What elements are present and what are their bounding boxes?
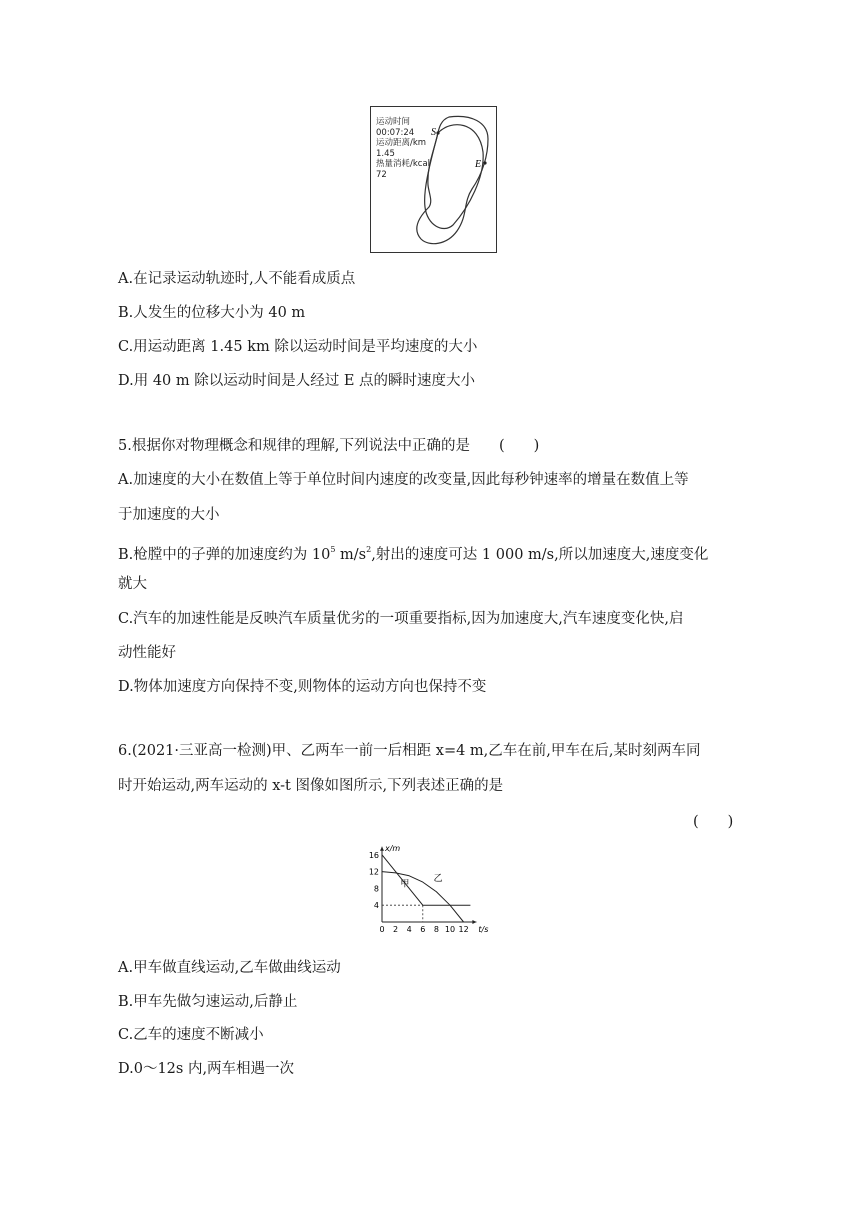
x-axis-label: t/s — [478, 925, 489, 934]
x-tick-label: 0 — [379, 925, 385, 934]
q4-option-b: B.人发生的位移大小为 40 m — [118, 305, 306, 321]
q6-answer-paren: ( ) — [693, 814, 734, 830]
time-label: 运动时间 — [376, 117, 411, 127]
q6-option-b: B.甲车先做匀速运动,后静止 — [118, 994, 298, 1010]
x-tick-label: 6 — [420, 925, 426, 934]
x-tick-label: 10 — [444, 925, 456, 934]
q5-option-a-line1: A.加速度的大小在数值上等于单位时间内速度的改变量,因此每秒钟速率的增量在数值上等 — [118, 472, 689, 488]
series-yi-label: 乙 — [433, 873, 443, 884]
y-tick-label: 8 — [373, 884, 379, 894]
q6-option-d: D.0～12s 内,两车相遇一次 — [118, 1061, 295, 1077]
q5-option-a-line2: 于加速度的大小 — [118, 507, 220, 523]
q5-option-c-line2: 动性能好 — [118, 645, 176, 661]
x-tick-label: 8 — [433, 925, 439, 934]
end-dot — [483, 161, 486, 164]
distance-label: 运动距离/km — [376, 138, 427, 148]
x-tick-label: 4 — [406, 925, 412, 934]
x-tick-label: 2 — [393, 925, 399, 934]
q6-stem-line1: 6.(2021·三亚高一检测)甲、乙两车一前一后相距 x=4 m,乙车在前,甲车在后,某时刻两车同 — [118, 743, 701, 759]
track-path — [371, 107, 498, 254]
q4-option-a: A.在记录运动轨迹时,人不能看成质点 — [118, 271, 356, 287]
q5-option-b-line2: 就大 — [118, 576, 147, 592]
y-tick-label: 16 — [368, 850, 379, 860]
q4-option-d: D.用 40 m 除以运动时间是人经过 E 点的瞬时速度大小 — [118, 373, 476, 389]
time-value: 00:07:24 — [376, 127, 415, 138]
q6-option-a: A.甲车做直线运动,乙车做曲线运动 — [118, 960, 341, 976]
q5-stem: 5.根据你对物理概念和规律的理解,下列说法中正确的是 ( ) — [118, 438, 540, 454]
q5-option-b-line1: B.枪膛中的子弹的加速度约为 $10^5$ $m/s^2$,射出的速度可达 1 000 m/s,所以加速度大,速度变化 — [118, 545, 709, 563]
series-jia-line — [382, 855, 470, 905]
start-dot — [436, 131, 439, 134]
q6-stem-line2: 时开始运动,两车运动的 x-t 图像如图所示,下列表述正确的是 — [118, 778, 504, 794]
calorie-value: 72 — [376, 169, 387, 180]
y-tick-label: 12 — [368, 867, 379, 877]
end-point-label: E — [475, 159, 482, 170]
x-tick-label: 12 — [458, 925, 469, 934]
calorie-label: 热量消耗/kcal — [376, 159, 431, 169]
y-axis-arrow — [380, 847, 384, 851]
series-jia-label: 甲 — [400, 879, 410, 890]
start-point-label: S — [431, 127, 436, 138]
x-axis-arrow — [472, 920, 476, 924]
q5-option-d: D.物体加速度方向保持不变,则物体的运动方向也保持不变 — [118, 679, 487, 695]
distance-value: 1.45 — [376, 148, 395, 159]
q4-option-c: C.用运动距离 1.45 km 除以运动时间是平均速度的大小 — [118, 339, 478, 355]
y-axis-label: x/m — [385, 843, 401, 853]
q5-option-c-line1: C.汽车的加速性能是反映汽车质量优劣的一项重要指标,因为加速度大,汽车速度变化快,启 — [118, 611, 684, 627]
y-tick-label: 4 — [373, 901, 379, 911]
xt-chart — [364, 842, 504, 937]
track-figure — [370, 106, 497, 253]
q6-option-c: C.乙车的速度不断减小 — [118, 1027, 264, 1043]
